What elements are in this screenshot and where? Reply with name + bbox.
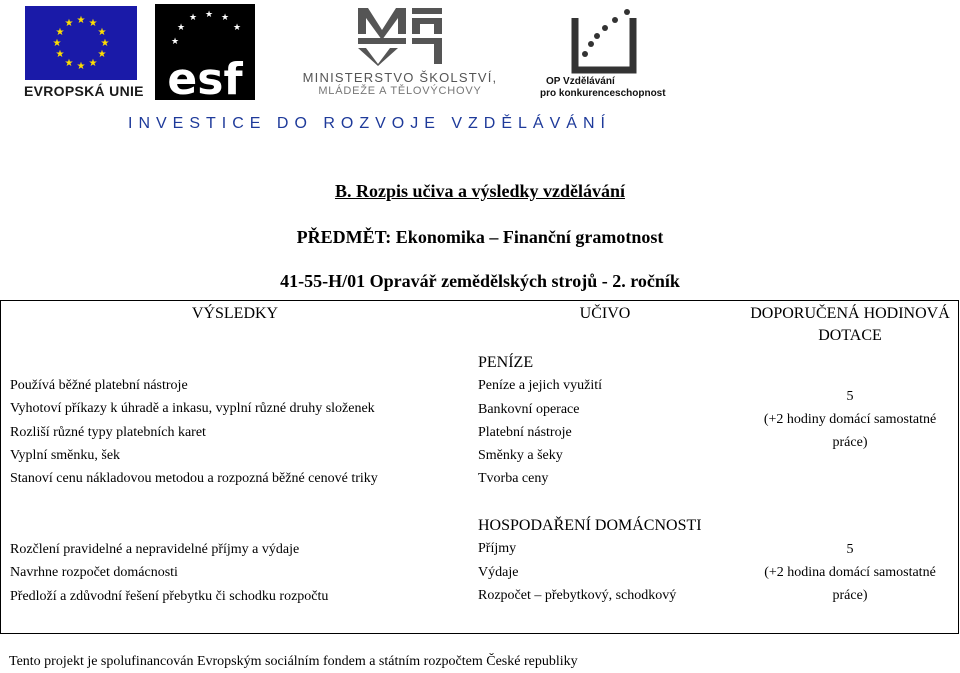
svg-text:★: ★: [204, 10, 214, 20]
list-item: Stanoví cenu nákladovou metodou a rozpozná běžné cenové triky: [10, 471, 378, 487]
svg-text:★: ★: [55, 49, 65, 60]
svg-text:★: ★: [88, 18, 98, 29]
list-item: Rozpočet – přebytkový, schodkový: [478, 587, 677, 603]
opvk-line1: OP Vzdělávání: [546, 76, 615, 87]
list-item: Tvorba ceny: [478, 471, 549, 487]
svg-text:★: ★: [76, 61, 86, 72]
esf-text: esf: [167, 54, 243, 100]
header-hours: DOPORUČENÁ HODINOVÁ DOTACE: [750, 305, 950, 344]
list-item: Používá běžné platební nástroje: [10, 378, 188, 393]
logo-header: [0, 0, 960, 132]
list-item: Příjmy: [478, 541, 517, 557]
svg-text:★: ★: [188, 13, 198, 23]
eu-caption: EVROPSKÁ UNIE: [24, 83, 144, 99]
list-item: Vyplní směnku, šek: [10, 447, 121, 463]
list-item: Směnky a šeky: [478, 448, 563, 464]
svg-text:★: ★: [64, 18, 74, 29]
esf-logo: [155, 4, 255, 100]
svg-text:★: ★: [88, 58, 98, 69]
header-content: UČIVO: [579, 305, 631, 322]
tagline: INVESTICE DO ROZVOJE VZDĚLÁVÁNÍ: [128, 115, 611, 132]
row2-content-title: HOSPODAŘENÍ DOMÁCNOSTI: [478, 517, 702, 534]
msmt-line2: MLÁDEŽE A TĚLOVÝCHOVY: [318, 85, 482, 97]
list-item: Rozliší různé typy platebních karet: [10, 424, 206, 440]
footer-note: Tento projekt je spolufinancován Evropským sociálním fondem a státním rozpočtem České republiky: [9, 654, 578, 669]
svg-text:★: ★: [97, 49, 107, 60]
row2-hours-value: 5: [846, 542, 854, 557]
row1-hours: [741, 385, 959, 454]
row1-hours-value: 5: [846, 389, 854, 404]
row1-content-title: PENÍZE: [478, 354, 534, 371]
row2-content: [478, 514, 702, 607]
section-name: Rozpis učiva a výsledky vzdělávání: [355, 181, 626, 201]
row1-hours-note: (+2 hodiny domácí samostatné práce): [763, 412, 937, 450]
msmt-line1: MINISTERSTVO ŠKOLSTVÍ,: [302, 70, 498, 85]
subject-title: PŘEDMĚT: Ekonomika – Finanční gramotnost: [296, 227, 664, 247]
svg-text:★: ★: [64, 58, 74, 69]
list-item: Platební nástroje: [478, 424, 572, 440]
list-item: Vyhotoví příkazy k úhradě a inkasu, vyplní různé druhy složenek: [10, 401, 375, 417]
row1-content: [478, 351, 602, 491]
svg-text:★: ★: [176, 23, 186, 33]
list-item: Předloží a zdůvodní řešení přebytku či schodku rozpočtu: [10, 588, 329, 604]
list-item: Rozčlení pravidelné a nepravidelné příjmy a výdaje: [10, 542, 300, 557]
list-item: Bankovní operace: [478, 401, 580, 417]
section-number: B.: [334, 181, 356, 201]
section-title: [0, 181, 960, 202]
opvk-caption: [540, 76, 666, 100]
svg-text:★: ★: [55, 27, 65, 38]
svg-text:★: ★: [232, 23, 242, 33]
eu-flag-logo: [25, 6, 137, 80]
list-item: Výdaje: [478, 564, 519, 580]
svg-text:★: ★: [52, 38, 62, 49]
row2-hours: [741, 538, 959, 607]
list-item: Navrhne rozpočet domácnosti: [10, 565, 178, 581]
msmt-logo: [300, 4, 500, 104]
row2-hours-note: (+2 hodina domácí samostatné práce): [764, 565, 936, 603]
header-results: VÝSLEDKY: [191, 305, 279, 322]
svg-text:★: ★: [97, 27, 107, 38]
row2-results: [10, 538, 328, 608]
program-title: 41-55-H/01 Opravář zemědělských strojů - 2. ročník: [280, 271, 680, 291]
opvk-line2: pro konkurenceschopnost: [540, 88, 666, 99]
list-item: Peníze a jejich využití: [478, 378, 603, 394]
svg-text:★: ★: [76, 15, 86, 26]
svg-text:★: ★: [220, 13, 230, 23]
svg-text:★: ★: [100, 38, 110, 49]
row1-results: [10, 374, 378, 490]
svg-text:★: ★: [170, 37, 180, 47]
curriculum-table: [0, 300, 959, 634]
